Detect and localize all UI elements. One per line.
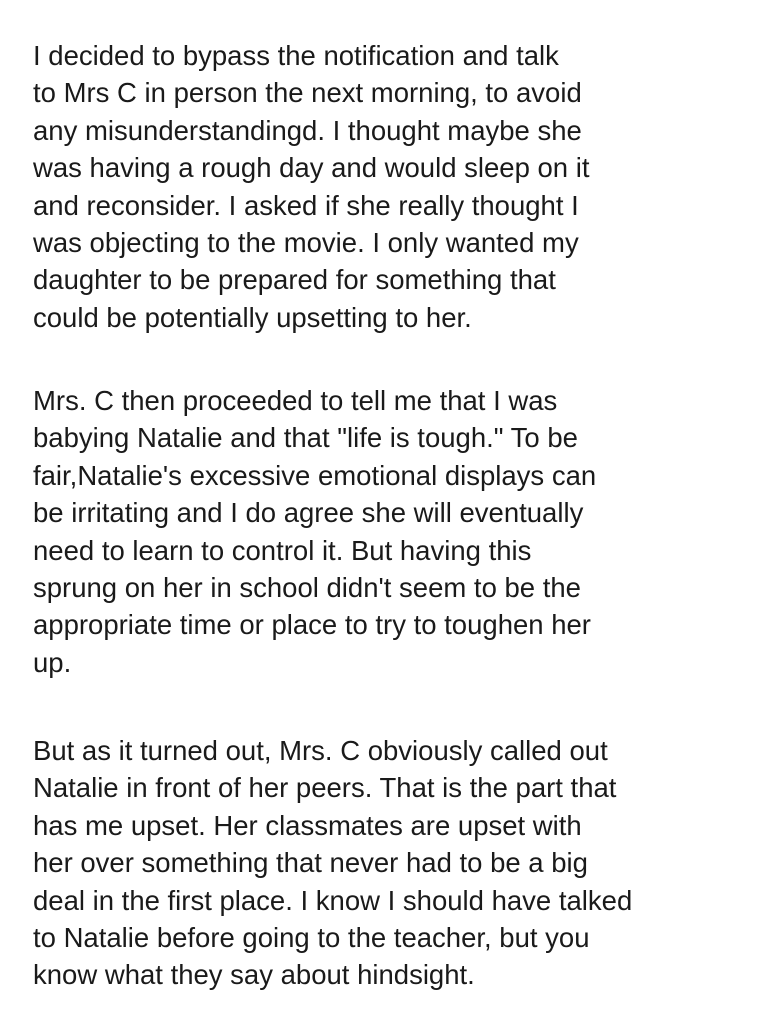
text-line: deal in the first place. I know I should have talked (33, 884, 633, 916)
text-line: be irritating and I do agree she will eventually (33, 497, 584, 529)
text-line: appropriate time or place to try to toughen her (33, 609, 591, 641)
text-line: need to learn to control it. But having this (33, 534, 532, 566)
text-line: know what they say about hindsight. (33, 959, 475, 991)
text-line: any misunderstandingd. I thought maybe she (33, 114, 582, 146)
text-line: to Mrs C in person the next morning, to avoid (33, 77, 582, 109)
text-line: But as it turned out, Mrs. C obviously called out (33, 735, 608, 766)
text-line: to Natalie before going to the teacher, but you (33, 922, 590, 954)
paragraph-3 (33, 732, 632, 994)
text-line: and reconsider. I asked if she really thought I (33, 189, 579, 221)
text-line: Natalie in front of her peers. That is the part that (33, 772, 617, 804)
text-line: was objecting to the movie. I only wanted my (33, 227, 579, 259)
text-line: sprung on her in school didn't seem to be the (33, 572, 581, 604)
text-line: up. (33, 646, 72, 678)
text-line: Mrs. C then proceeded to tell me that I was (33, 385, 558, 416)
text-line: fair,Natalie's excessive emotional displays can (33, 459, 597, 491)
text-line: babying Natalie and that "life is tough." To be (33, 422, 578, 454)
paragraph-1 (33, 37, 590, 336)
paragraph-2 (33, 382, 596, 681)
text-line: could be potentially upsetting to her. (33, 301, 472, 333)
text-line: daughter to be prepared for something that (33, 264, 556, 296)
text-line: has me upset. Her classmates are upset with (33, 809, 582, 841)
text-line: her over something that never had to be a big (33, 847, 588, 879)
text-line: I decided to bypass the notification and talk (33, 40, 559, 71)
text-line: was having a rough day and would sleep on it (33, 152, 590, 184)
